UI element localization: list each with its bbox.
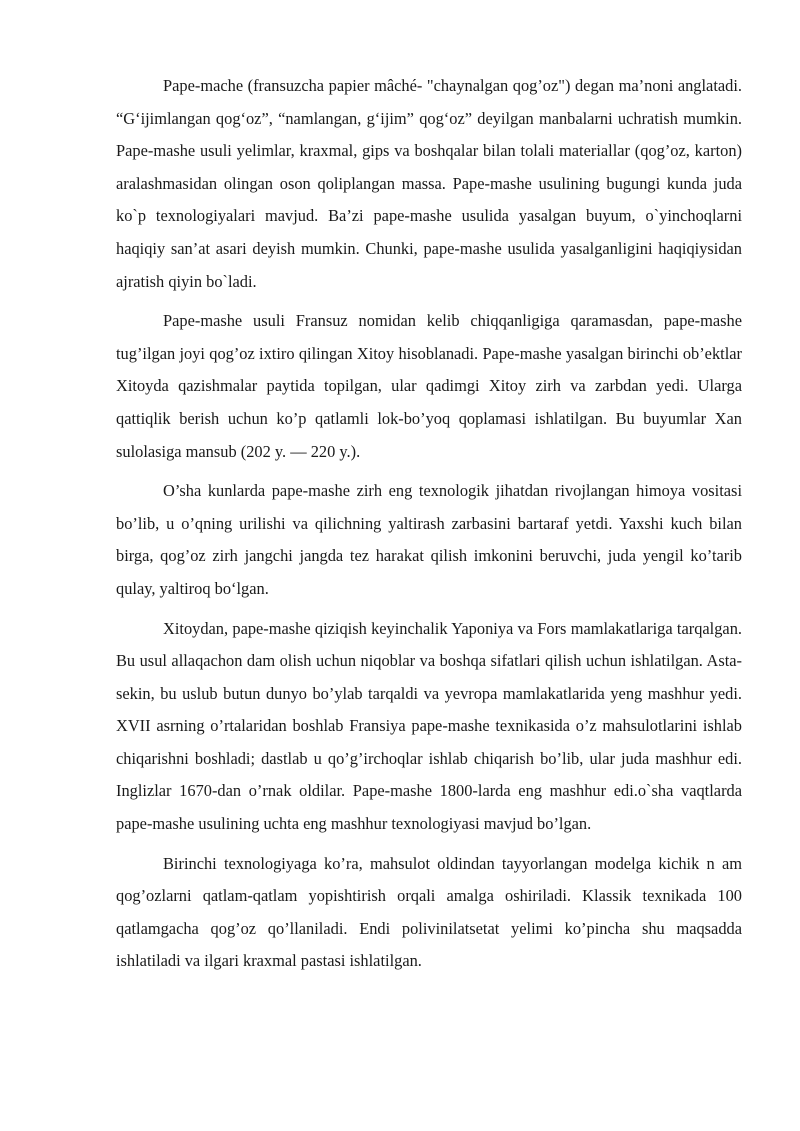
paragraph: Birinchi texnologiyaga ko’ra, mahsulot oldindan tayyorlangan modelga kichik n am qog’ozlarni qatlam-qatlam yopishtirish orqali amalga oshiriladi. Klassik texnikada 100 qatlamgacha qog’oz qo’llaniladi. Endi polivinilatsetat yelimi ko’pincha shu maqsadda ishlatiladi va ilgari kraxmal pastasi ishlatilgan. [116, 853, 742, 971]
paragraph: Pape-mashe usuli Fransuz nomidan kelib chiqqanligiga qaramasdan, pape-mashe tug’ilgan joyi qog’oz ixtiro qilingan Xitoy hisoblanadi. Pape-mashe yasalgan birinchi ob’ektlar Xitoyda qazishmalar paytida topilgan, ular qadimgi Xitoy zirh va zarbdan yedi. Ularga qattiqlik berish uchun ko’p qatlamli lok-bo’yoq qoplamasi ishlatilgan. Bu buyumlar Xan sulolasiga mansub (202 y. — 220 y.). [116, 311, 742, 461]
document-page [116, 70, 742, 985]
paragraph: O’sha kunlarda pape-mashe zirh eng texnologik jihatdan rivojlangan himoya vositasi bo’lib, u o’qning urilishi va qilichning yaltirash zarbasini bartaraf yetdi. Yaxshi kuch bilan birga, qog’oz zirh jangchi jangda tez harakat qilish imkonini beruvchi, juda yengil ko’tarib qulay, yaltiroq bo‘lgan. [116, 481, 742, 598]
paragraph: Xitoydan, pape-mashe qiziqish keyinchalik Yaponiya va Fors mamlakatlariga tarqalgan. Bu usul allaqachon dam olish uchun niqoblar va boshqa sifatlari qilish uchun ishlatilgan. Asta-sekin, bu uslub butun dunyo bo’ylab tarqaldi va yevropa mamlakatlarida yeng mashhur yedi. XVII asrning o’rtalaridan boshlab Fransiya pape-mashe texnikasida o’z mahsulotlarini ishlab chiqarishni boshladi; dastlab u qo’g’irchoqlar ishlab chiqarish bo’lib, ular juda mashhur edi. Inglizlar 1670-dan o’rnak oldilar. Pape-mashe 1800-larda eng mashhur edi.o`sha vaqtlarda pape-mashe usulining uchta eng mashhur texnologiyasi mavjud bo’lgan. [116, 618, 742, 834]
paragraph: Pape-mache (fransuzcha papier mâché- "chaynalgan qog’oz") degan ma’noni anglatadi. “G‘ijimlangan qog‘oz”, “namlangan, g‘ijim” qog‘oz” deyilgan manbalarni uchratish mumkin. Pape-mashe usuli yelimlar, kraxmal, gips va boshqalar bilan tolali materiallar (qog’oz, karton) aralashmasidan olingan oson qoliplangan massa. Pape-mashe usulining bugungi kunda juda ko`p texnologiyalari mavjud. Ba’zi pape-mashe usulida yasalgan buyum, o`yinchoqlarni haqiqiy san’at asari deyish mumkin. Chunki, pape-mashe usulida yasalganligini haqiqiysidan ajratish qiyin bo`ladi. [116, 76, 742, 291]
